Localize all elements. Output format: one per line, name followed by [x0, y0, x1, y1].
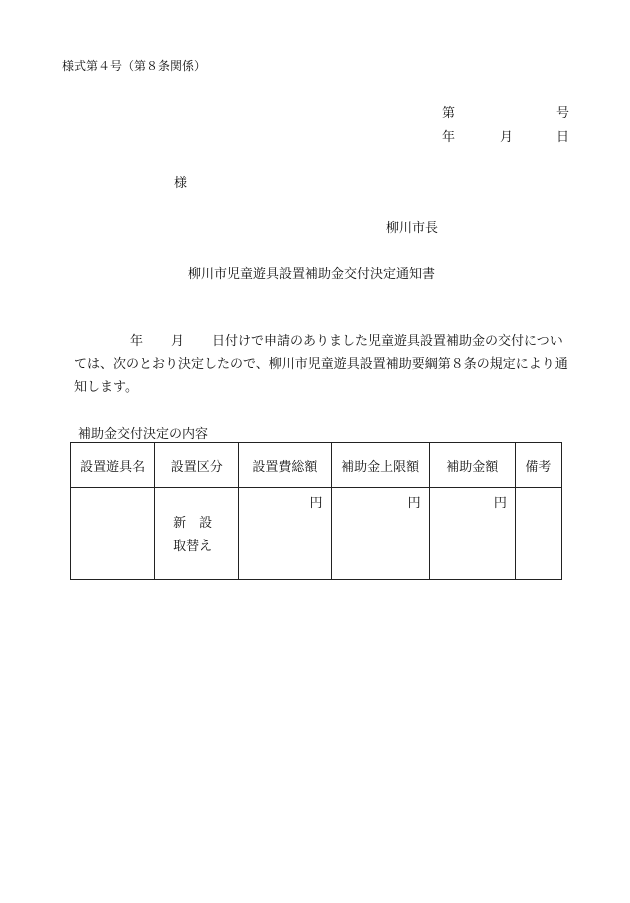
cell-subsidy-amount [429, 488, 515, 580]
date-month: 月 [500, 130, 514, 145]
document-title: 柳川市児童遊具設置補助金交付決定通知書 [188, 267, 436, 282]
body-year-marker: 年 [130, 334, 144, 349]
header-subsidy-amount: 補助金額 [429, 443, 515, 488]
category-option-replace: 取替え [173, 539, 213, 554]
yen-unit: 円 [493, 496, 507, 511]
yen-unit: 円 [309, 496, 323, 511]
date-year: 年 [442, 130, 456, 145]
document-number-label: 第 [442, 106, 456, 121]
notice-body [74, 330, 574, 399]
header-remarks: 備考 [515, 443, 561, 488]
section-heading: 補助金交付決定の内容 [78, 427, 209, 442]
sender-name: 柳川市長 [386, 221, 439, 236]
cell-equipment-name [71, 488, 155, 580]
document-number-suffix: 号 [556, 106, 570, 121]
cell-remarks [515, 488, 561, 580]
category-option-new: 新 設 [173, 516, 213, 531]
header-equipment-name: 設置遊具名 [71, 443, 155, 488]
cell-subsidy-limit [331, 488, 429, 580]
body-text: 日付けで申請のありました児童遊具設置補助金の交付については、次のとおり決定したので、柳川市児童遊具設置補助要綱第８条の規定により通知します。 [74, 334, 568, 395]
body-month-marker: 月 [171, 334, 185, 349]
category-options [173, 512, 212, 558]
addressee-honorific: 様 [174, 176, 188, 191]
yen-unit: 円 [407, 496, 421, 511]
header-total-cost: 設置費総額 [239, 443, 331, 488]
table-row [71, 488, 562, 580]
table-header-row [71, 443, 562, 488]
decision-table [70, 442, 562, 580]
header-category: 設置区分 [155, 443, 239, 488]
date-day: 日 [556, 130, 570, 145]
cell-total-cost [239, 488, 331, 580]
cell-category [155, 488, 239, 580]
header-subsidy-limit: 補助金上限額 [331, 443, 429, 488]
form-number: 様式第４号（第８条関係） [62, 59, 207, 73]
